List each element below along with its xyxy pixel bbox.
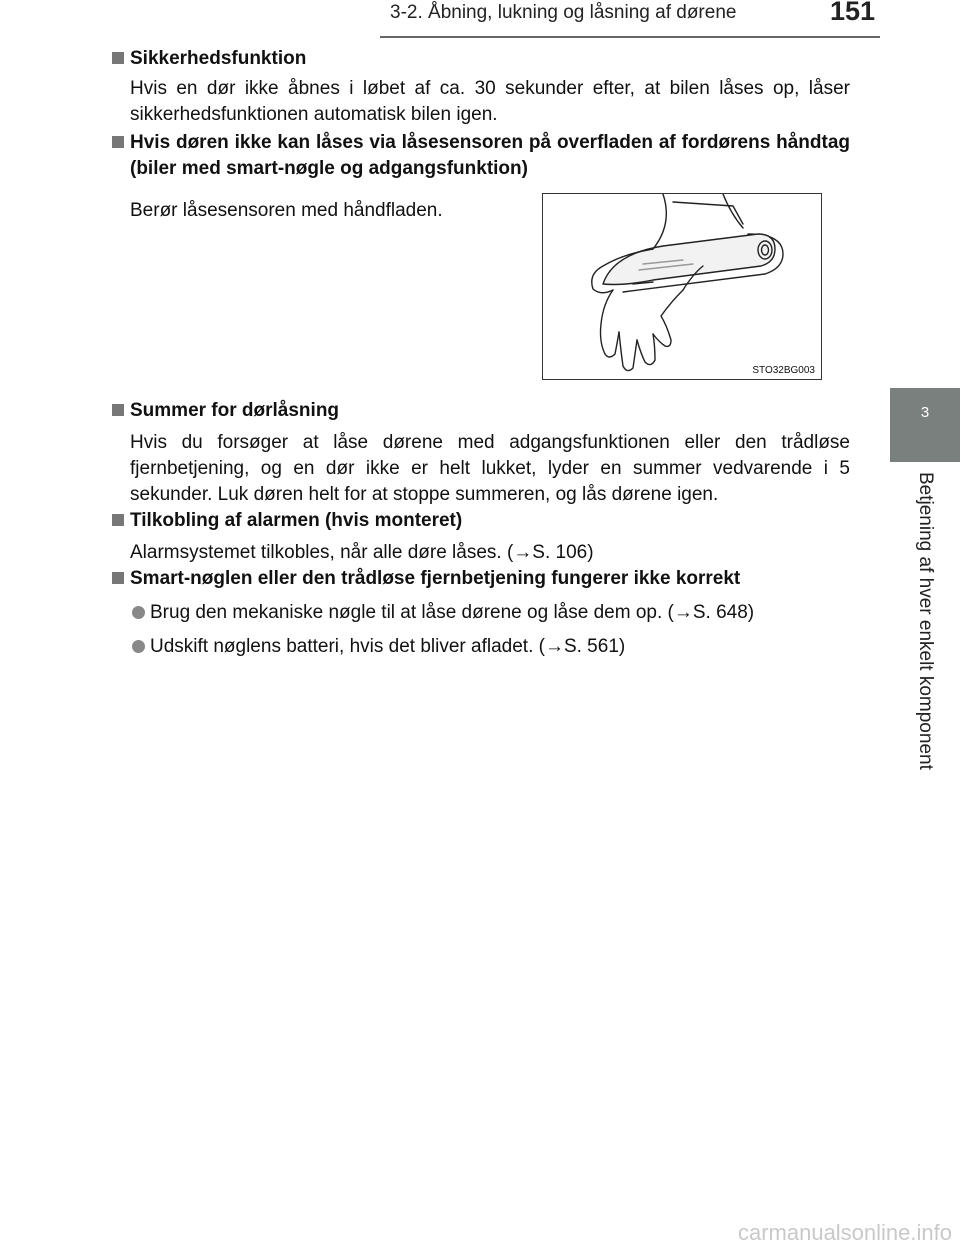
figure-id-label: STO32BG003: [752, 365, 815, 376]
door-handle-figure: [542, 193, 822, 380]
section-body: Alarmsystemet tilkobles, når alle døre låses. (→S. 106): [130, 542, 594, 563]
section-title: 3-2. Åbning, lukning og låsning af dørene: [390, 2, 737, 23]
list-item: Udskift nøglens batteri, hvis det bliver afladet. (→S. 561): [110, 634, 850, 660]
section-buzzer: [110, 398, 850, 508]
side-margin: [890, 0, 960, 388]
chapter-label-container: [890, 462, 960, 802]
round-bullet-icon: [132, 640, 145, 653]
square-bullet-icon: [112, 404, 124, 416]
section-heading: Sikkerhedsfunktion: [110, 46, 850, 72]
section-smart-key: [110, 566, 850, 660]
section-alarm: [110, 508, 850, 566]
section-heading: Tilkobling af alarmen (hvis monteret): [110, 508, 850, 534]
watermark: carmanualsonline.info: [737, 1220, 952, 1245]
section-body: Hvis du forsøger at låse dørene med adgangsfunktionen eller den trådløse fjernbetjening, og en dør ikke er helt lukket, lyder en summer vedvarende i 5 sekunder. Luk døren helt for at stoppe summeren, og lås dørene igen.: [130, 432, 850, 505]
chapter-tab: [890, 388, 960, 462]
header-rule: [380, 36, 880, 38]
square-bullet-icon: [112, 572, 124, 584]
square-bullet-icon: [112, 514, 124, 526]
section-body: Berør låsesensoren med håndfladen.: [130, 200, 443, 221]
page-number: 151: [830, 0, 876, 26]
section-heading: Smart-nøglen eller den trådløse fjernbetjening fungerer ikke korrekt: [110, 566, 850, 592]
square-bullet-icon: [112, 52, 124, 64]
chapter-label: Betjening af hver enkelt komponent: [915, 472, 936, 770]
section-heading: Hvis døren ikke kan låses via låsesensoren på overfladen af fordørens håndtag (biler med smart-nøgle og adgangsfunktion): [110, 130, 850, 182]
section-body: Hvis en dør ikke åbnes i løbet af ca. 30 sekunder efter, at bilen låses op, låser sikkerhedsfunktionen automatisk bilen igen.: [130, 78, 850, 125]
round-bullet-icon: [132, 606, 145, 619]
section-security: [110, 46, 850, 128]
section-heading: Summer for dørlåsning: [110, 398, 850, 424]
chapter-number: 3: [920, 404, 930, 421]
list-item: Brug den mekaniske nøgle til at låse dørene og låse dem op. (→S. 648): [110, 600, 850, 626]
square-bullet-icon: [112, 136, 124, 148]
hand-on-door-handle-illustration-icon: [543, 194, 820, 378]
